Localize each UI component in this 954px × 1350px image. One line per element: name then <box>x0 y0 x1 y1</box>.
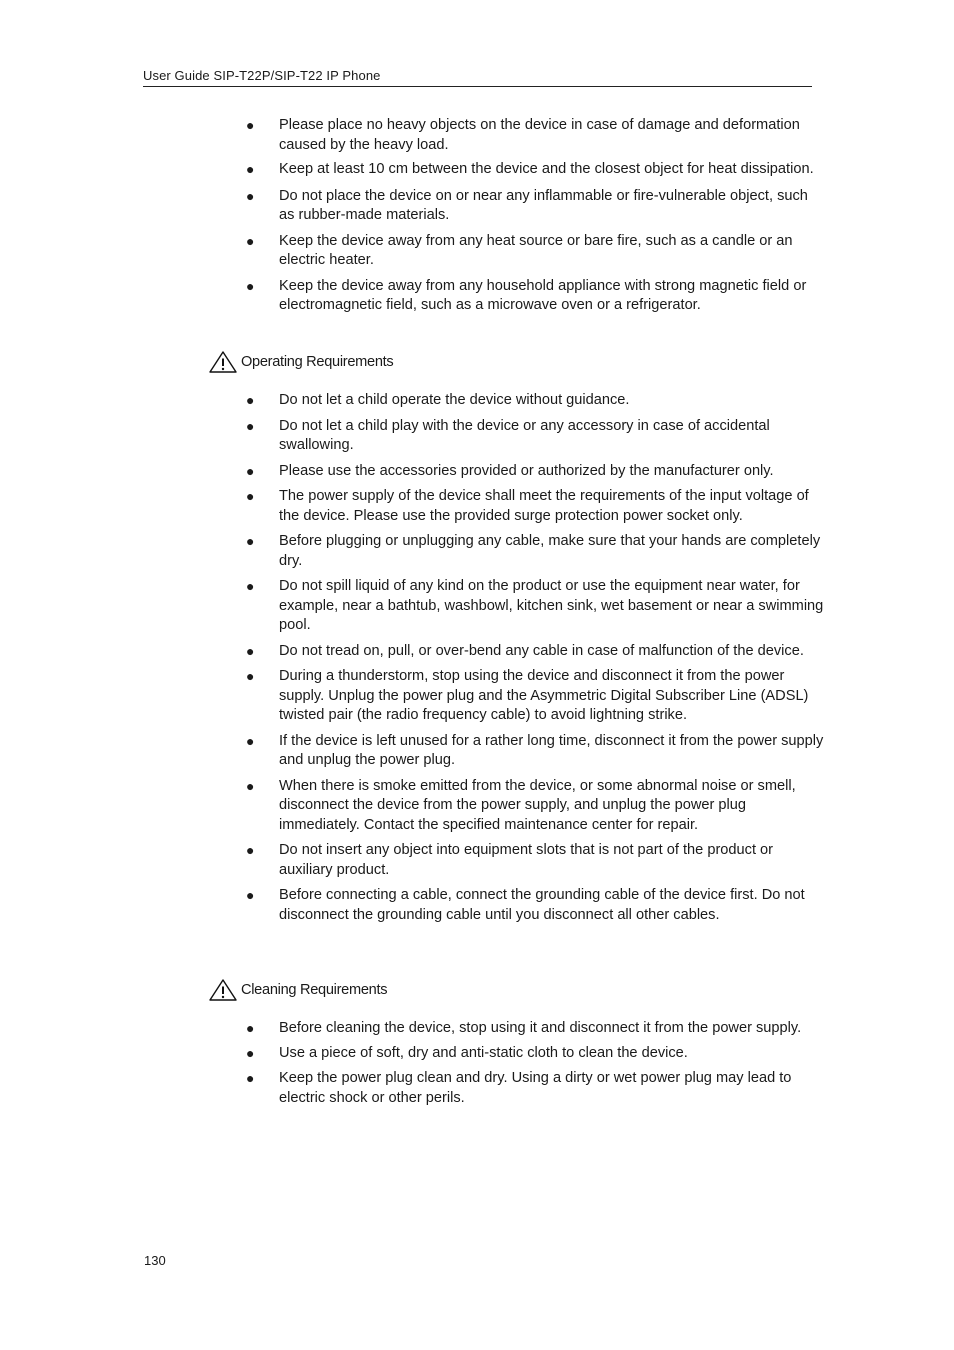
list-item: ● Do not insert any object into equipment slots that is not part of the product or auxiliary product. <box>246 842 774 878</box>
section-heading-cleaning <box>208 978 387 1002</box>
list-item: ● Keep at least 10 cm between the device and the closest object for heat dissipation. <box>244 160 824 180</box>
list-item: ● During a thunderstorm, stop using the device and disconnect it from the power supply. Unplug the power plug and the Asymmetric Digital Subscriber Line (ADSL) twisted pair (the radio frequency cable) to avoid lightning strike. <box>246 668 809 723</box>
list-item: ● Use a piece of soft, dry and anti-static cloth to clean the device. <box>244 1044 824 1064</box>
bullet-icon: ● <box>246 777 255 794</box>
warning-triangle-icon <box>208 350 238 374</box>
list-item: ● Keep the device away from any household appliance with strong magnetic field or electromagnetic field, such as a microwave oven or a refrigerator. <box>246 277 807 313</box>
bullet-icon: ● <box>246 533 255 549</box>
bullet-icon: ● <box>246 887 255 903</box>
bullet-icon: ● <box>246 161 255 177</box>
list-item: ● Before cleaning the device, stop using it and disconnect it from the power supply. <box>244 1019 824 1039</box>
bullet-icon: ● <box>246 277 255 294</box>
list-item: ● Do not place the device on or near any inflammable or fire-vulnerable object, such as rubber-made materials. <box>246 187 808 223</box>
list-item: ● Please use the accessories provided or authorized by the manufacturer only. <box>244 462 824 482</box>
bullet-icon: ● <box>246 1070 255 1086</box>
bullet-icon: ● <box>246 1044 255 1061</box>
bullet-icon: ● <box>246 417 255 434</box>
list-item: ● The power supply of the device shall meet the requirements of the input voltage of the device. Please use the provided surge protection power socket only. <box>246 488 809 524</box>
bullet-icon: ● <box>246 1020 255 1036</box>
bullet-icon: ● <box>246 392 255 408</box>
bullet-icon: ● <box>246 668 255 684</box>
list-item: ● Do not let a child play with the device or any accessory in case of accidental swallowing. <box>246 417 770 453</box>
running-header <box>143 68 812 87</box>
bullet-icon: ● <box>246 732 255 749</box>
list-item: ● Before connecting a cable, connect the grounding cable of the device first. Do not disconnect the grounding cable until you disconnect all other cables. <box>246 887 805 923</box>
bullet-icon: ● <box>246 187 255 204</box>
list-item: ● Before plugging or unplugging any cable, make sure that your hands are completely dry. <box>246 533 821 569</box>
placement-requirements-list <box>244 116 824 316</box>
section-heading-operating <box>208 350 393 374</box>
cleaning-requirements-list <box>244 1019 824 1108</box>
list-item: ● Keep the power plug clean and dry. Using a dirty or wet power plug may lead to electric shock or other perils. <box>246 1070 792 1106</box>
list-item: ● Do not tread on, pull, or over-bend any cable in case of malfunction of the device. <box>244 642 824 662</box>
bullet-icon: ● <box>246 842 255 858</box>
section-title: Cleaning Requirements <box>241 982 388 998</box>
list-item: ● When there is smoke emitted from the device, or some abnormal noise or smell, disconnect the device from the power supply, and unplug the power plug immediately. Contact the specified maintenance center for repair. <box>246 777 796 833</box>
header-title: User Guide SIP-T22P/SIP-T22 IP Phone <box>143 68 381 83</box>
bullet-icon: ● <box>246 232 255 249</box>
section-title: Operating Requirements <box>241 354 394 370</box>
list-item: ● Do not let a child operate the device without guidance. <box>244 391 824 411</box>
bullet-icon: ● <box>246 462 255 479</box>
page-number: 130 <box>144 1253 166 1268</box>
bullet-icon: ● <box>246 117 255 133</box>
list-item: ● Please place no heavy objects on the device in case of damage and deformation caused by the heavy load. <box>246 117 800 153</box>
list-item: ● Do not spill liquid of any kind on the product or use the equipment near water, for example, near a bathtub, washbowl, kitchen sink, wet basement or near a swimming pool. <box>246 578 824 633</box>
operating-requirements-list <box>244 391 824 925</box>
bullet-icon: ● <box>246 578 255 594</box>
bullet-icon: ● <box>246 642 255 659</box>
bullet-icon: ● <box>246 488 255 504</box>
list-item: ● If the device is left unused for a rather long time, disconnect it from the power supply and unplug the power plug. <box>246 732 824 768</box>
list-item: ● Keep the device away from any heat source or bare fire, such as a candle or an electric heater. <box>246 232 793 268</box>
warning-triangle-icon <box>208 978 238 1002</box>
